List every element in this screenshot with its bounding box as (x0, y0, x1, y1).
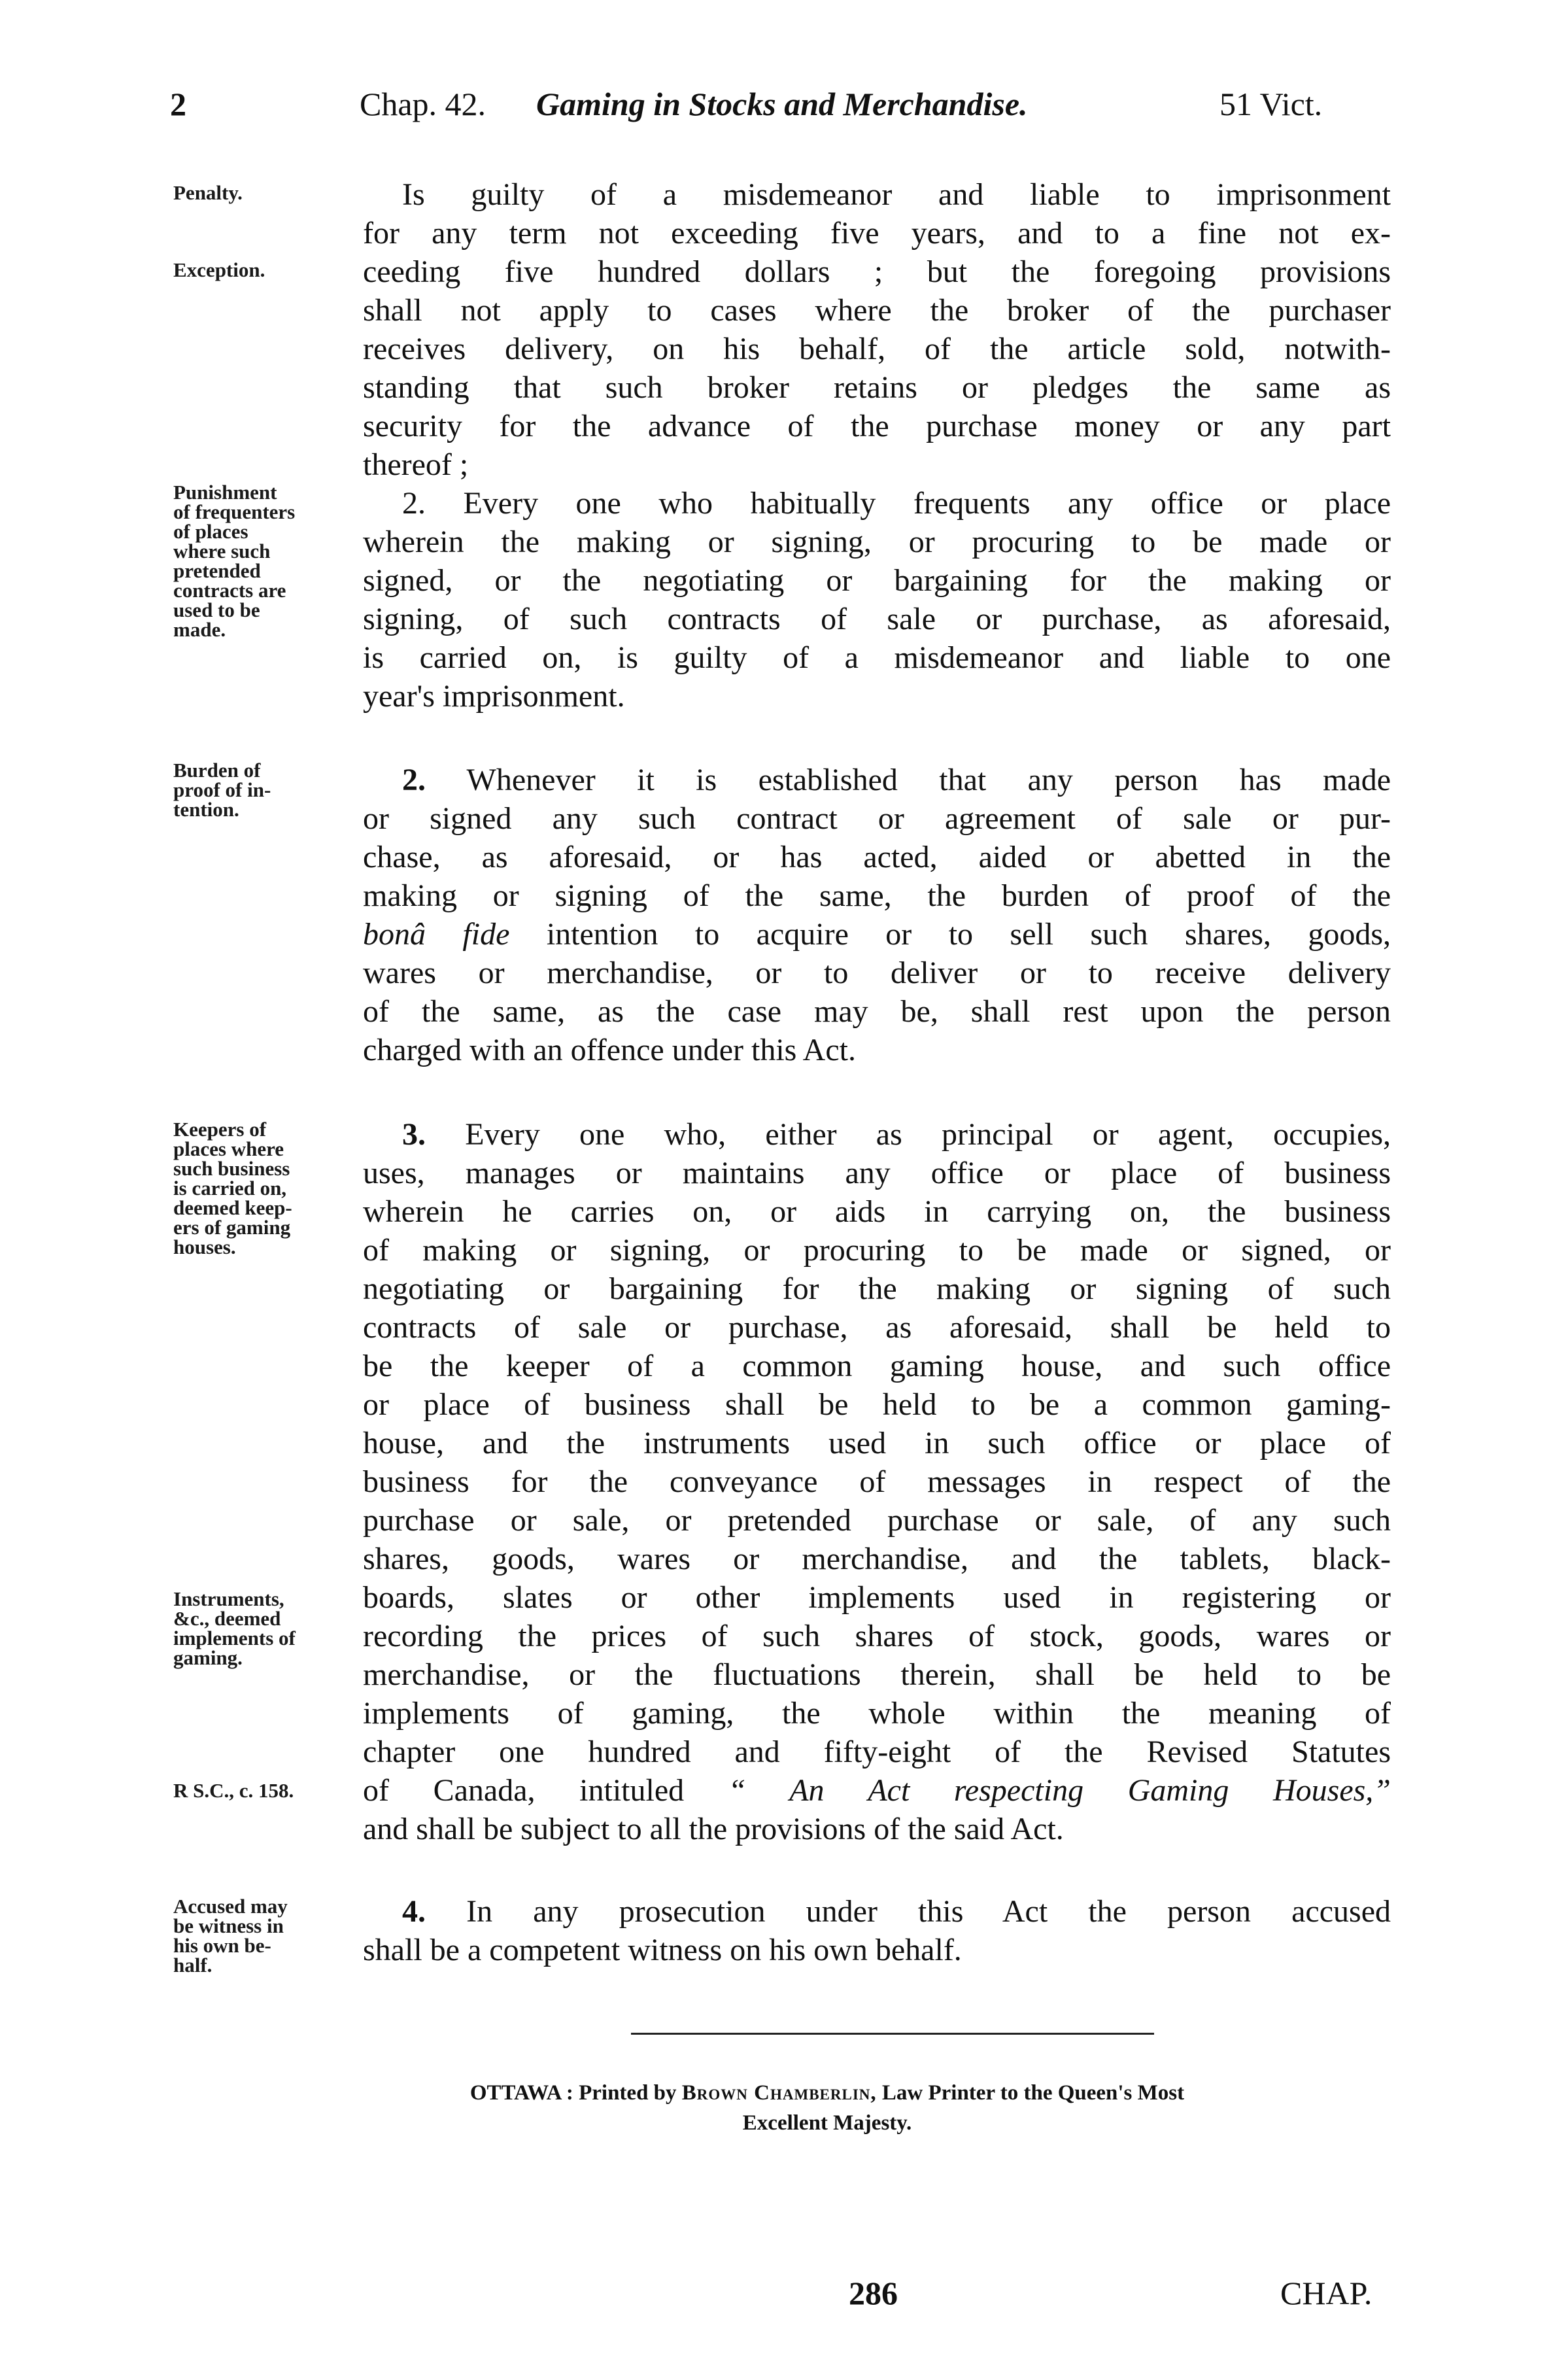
printer-imprint: OTTAWA : Printed by Brown Chamberlin, Law Printer to the Queen's Most Excellent Majesty. (469, 2081, 1185, 2135)
header-chapter: Chap. 42. (360, 86, 486, 122)
text-line: chase, as aforesaid, or has acted, aided or abetted in the (363, 840, 1391, 874)
section-number: 2. (402, 763, 426, 797)
text-line: and shall be subject to all the provisions of the said Act. (363, 1812, 1064, 1846)
margin-note-keepers: Keepers of places where such business is carried on, deemed keep- ers of gaming houses. (173, 1118, 292, 1258)
margin-note-punishment: Punishment of frequenters of places where such pretended contracts are used to be made. (173, 481, 296, 641)
text-line: shall be a competent witness on his own behalf. (363, 1933, 962, 1967)
text-line: wares or merchandise, or to deliver or to receive delivery (363, 956, 1391, 990)
header-page-number: 2 (170, 86, 186, 122)
text-line: 4. In any prosecution under this Act the person accused (402, 1894, 1391, 1929)
text-line: 3. Every one who, either as principal or agent, occupies, (402, 1117, 1391, 1152)
text-line: bonâ fide intention to acquire or to sell such shares, goods, (363, 917, 1391, 952)
text-line: wherein the making or signing, or procuring to be made or (363, 525, 1391, 559)
text-line: uses, manages or maintains any office or place of business (363, 1156, 1391, 1190)
margin-note-instruments: Instruments, &c., deemed implements of gaming. (173, 1587, 296, 1669)
text-line: chapter one hundred and fifty-eight of the Revised Statutes (363, 1735, 1391, 1769)
text-line: shall not apply to cases where the broker of the purchaser (363, 293, 1391, 328)
text-line: recording the prices of such shares of stock, goods, wares or (363, 1619, 1391, 1653)
section-number: 4. (402, 1894, 426, 1929)
text-line: be the keeper of a common gaming house, and such office (363, 1349, 1391, 1383)
text-line: house, and the instruments used in such office or place of (363, 1426, 1391, 1460)
margin-note-burden: Burden of proof of in- tention. (173, 759, 271, 821)
text-line: standing that such broker retains or pledges the same as (363, 370, 1391, 405)
text-line: security for the advance of the purchase money or any part (363, 409, 1391, 443)
text-line: of making or signing, or procuring to be made or signed, or (363, 1233, 1391, 1268)
text-line: merchandise, or the fluctuations therein, shall be held to be (363, 1657, 1391, 1692)
text-line: thereof ; (363, 447, 469, 482)
header-year: 51 Vict. (1219, 86, 1323, 122)
text-line: or place of business shall be held to be a common gaming- (363, 1387, 1391, 1422)
text-line: wherein he carries on, or aids in carrying on, the business (363, 1194, 1391, 1229)
footer-rule (631, 2033, 1154, 2035)
running-header (170, 85, 1393, 137)
text-line: or signed any such contract or agreement of sale or pur- (363, 801, 1391, 836)
text-line: for any term not exceeding five years, and to a fine not ex- (363, 216, 1391, 250)
section-4 (363, 1892, 1391, 1969)
italic-phrase: bonâ fide (363, 917, 510, 952)
text-line: business for the conveyance of messages in respect of the (363, 1464, 1391, 1499)
margin-note-exception: Exception. (173, 258, 265, 281)
text-line: making or signing of the same, the burden of proof of the (363, 878, 1391, 913)
printer-name: Brown Chamberlin, (681, 2081, 877, 2105)
text-line: of the same, as the case may be, shall rest upon the person (363, 994, 1391, 1029)
text-line: negotiating or bargaining for the making or signing of such (363, 1271, 1391, 1306)
margin-note-accused: Accused may be witness in his own be- half. (173, 1895, 288, 1977)
text-line: Is guilty of a misdemeanor and liable to imprisonment (402, 177, 1391, 212)
section-2 (363, 761, 1391, 1069)
text-line: signing, of such contracts of sale or purchase, as aforesaid, (363, 602, 1391, 636)
text-line: receives delivery, on his behalf, of the article sold, notwith- (363, 332, 1391, 366)
text-line: signed, or the negotiating or bargaining for the making or (363, 563, 1391, 598)
catchword: CHAP. (1280, 2275, 1372, 2311)
text-line: year's imprisonment. (363, 679, 625, 714)
text-line: is carried on, is guilty of a misdemeanor and liable to one (363, 640, 1391, 675)
footer-page-number: 286 (849, 2275, 898, 2311)
section-3 (363, 1115, 1391, 1848)
header-title: Gaming in Stocks and Merchandise. (536, 86, 1028, 122)
text-line: purchase or sale, or pretended purchase or sale, of any such (363, 1503, 1391, 1538)
text-line: implements of gaming, the whole within the meaning of (363, 1696, 1391, 1731)
text-line: boards, slates or other implements used in registering or (363, 1580, 1391, 1615)
paragraph-penalty (363, 175, 1391, 484)
text-line: contracts of sale or purchase, as aforesaid, shall be held to (363, 1310, 1391, 1345)
section-number: 3. (402, 1117, 426, 1152)
text-line: shares, goods, wares or merchandise, and the tablets, black- (363, 1542, 1391, 1576)
margin-note-rsc: R S.C., c. 158. (173, 1779, 294, 1802)
margin-note-penalty: Penalty. (173, 181, 243, 204)
text-line: of Canada, intituled “ An Act respecting Gaming Houses,” (363, 1773, 1391, 1808)
act-title: “ An Act respecting Gaming Houses,” (728, 1773, 1391, 1808)
text-line: charged with an offence under this Act. (363, 1033, 856, 1067)
text-line: 2. Every one who habitually frequents any office or place (402, 486, 1391, 521)
text-line: 2. Whenever it is established that any person has made (402, 763, 1391, 797)
text-line: ceeding five hundred dollars ; but the foregoing provisions (363, 254, 1391, 289)
paragraph-frequenters (363, 484, 1391, 716)
